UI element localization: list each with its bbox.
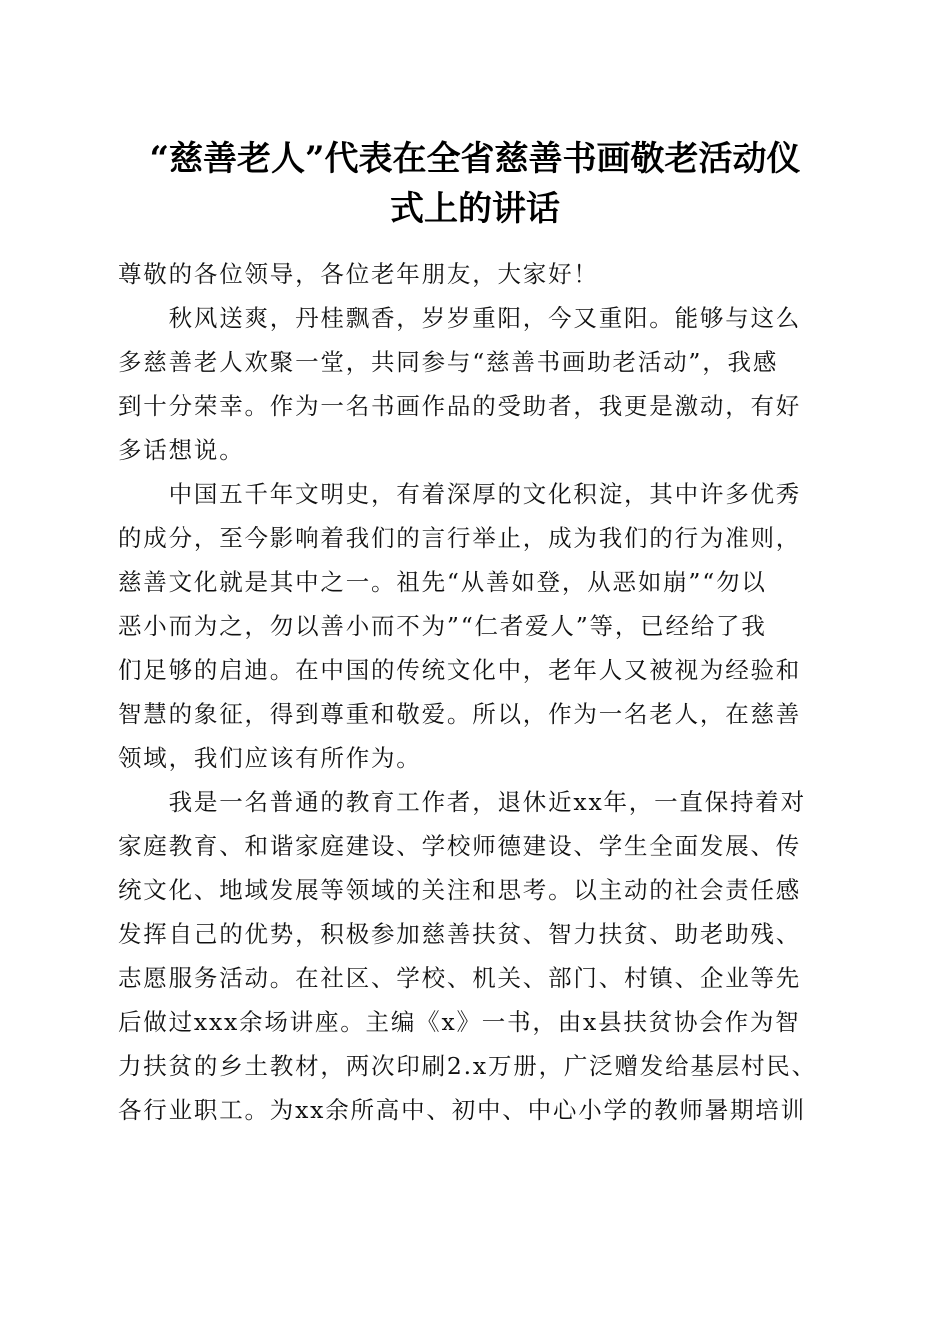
body-line: 多话想说。 bbox=[118, 436, 245, 464]
body-line: 统文化、地域发展等领域的关注和思考。以主动的社会责任感 bbox=[118, 876, 802, 904]
title-line-2: 式上的讲话 bbox=[390, 189, 560, 229]
title-line-1: “慈善老人”代表在全省慈善书画敬老活动仪 bbox=[149, 139, 801, 179]
document-body bbox=[118, 252, 838, 1132]
body-line: 多慈善老人欢聚一堂，共同参与“慈善书画助老活动”，我感 bbox=[118, 348, 779, 376]
body-line: 志愿服务活动。在社区、学校、机关、部门、村镇、企业等先 bbox=[118, 964, 802, 992]
body-line: 中国五千年文明史，有着深厚的文化积淀，其中许多优秀 bbox=[118, 480, 802, 508]
body-line: 各行业职工。为xx余所高中、初中、中心小学的教师暑期培训 bbox=[118, 1096, 806, 1124]
body-line: 秋风送爽，丹桂飘香，岁岁重阳，今又重阳。能够与这么 bbox=[118, 304, 802, 332]
body-line: 慈善文化就是其中之一。祖先“从善如登，从恶如崩”“勿以 bbox=[118, 568, 767, 596]
body-line: 到十分荣幸。作为一名书画作品的受助者，我更是激动，有好 bbox=[118, 392, 802, 420]
body-line: 我是一名普通的教育工作者，退休近xx年，一直保持着对 bbox=[118, 788, 806, 816]
body-line: 们足够的启迪。在中国的传统文化中，老年人又被视为经验和 bbox=[118, 656, 802, 684]
body-line: 的成分，至今影响着我们的言行举止，成为我们的行为准则， bbox=[118, 524, 802, 552]
body-line: 后做过xxx余场讲座。主编《x》一书，由x县扶贫协会作为智 bbox=[118, 1008, 801, 1036]
body-line: 领域，我们应该有所作为。 bbox=[118, 744, 422, 772]
body-line: 尊敬的各位领导，各位老年朋友，大家好！ bbox=[118, 260, 599, 288]
body-line: 智慧的象征，得到尊重和敬爱。所以，作为一名老人，在慈善 bbox=[118, 700, 802, 728]
body-line: 恶小而为之，勿以善小而不为”“仁者爱人”等，已经给了我 bbox=[118, 612, 767, 640]
body-line: 力扶贫的乡土教材，两次印刷2.x万册，广泛赠发给基层村民、 bbox=[118, 1052, 817, 1080]
body-line: 发挥自己的优势，积极参加慈善扶贫、智力扶贫、助老助残、 bbox=[118, 920, 802, 948]
body-line: 家庭教育、和谐家庭建设、学校师德建设、学生全面发展、传 bbox=[118, 832, 802, 860]
document-title bbox=[118, 134, 832, 234]
